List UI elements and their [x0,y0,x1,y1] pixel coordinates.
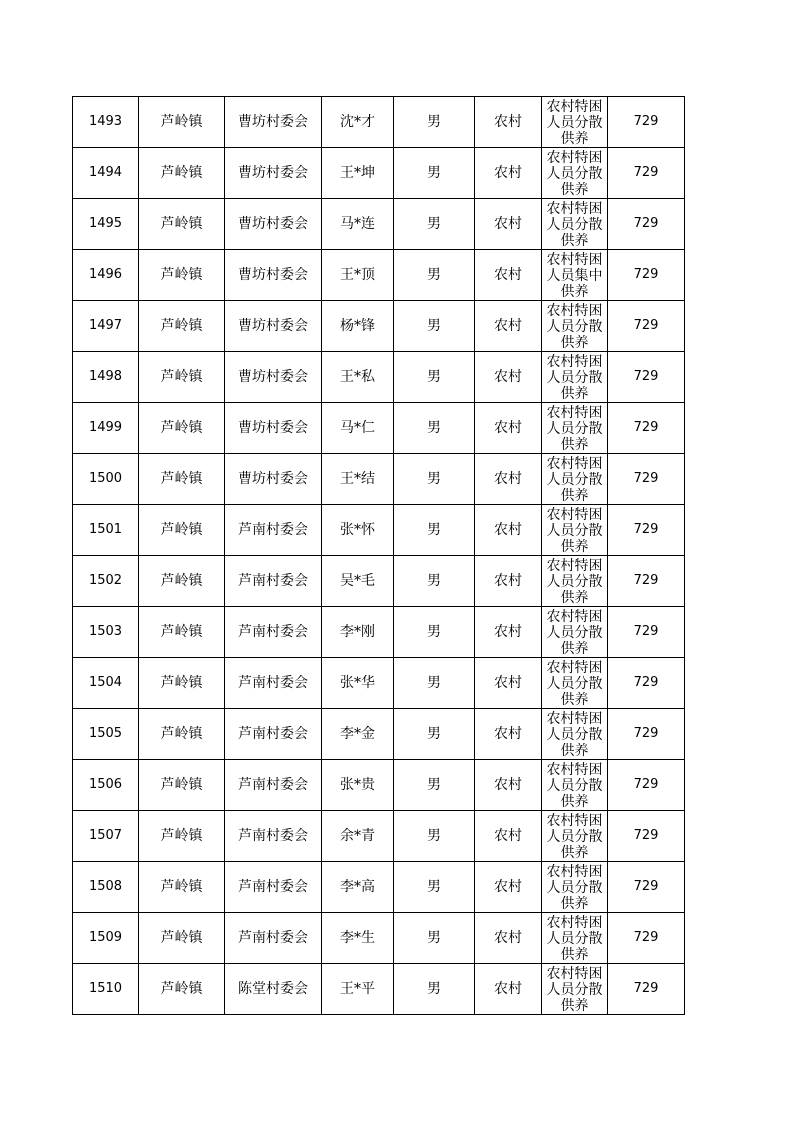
area-cell: 农村 [475,250,542,301]
row-number: 1504 [73,658,139,709]
town-cell: 芦岭镇 [139,913,225,964]
category-cell [542,352,608,403]
amount-cell: 729 [608,607,685,658]
category-cell [542,454,608,505]
town-cell: 芦岭镇 [139,454,225,505]
village-cell: 芦南村委会 [225,913,322,964]
category-cell [542,556,608,607]
table-row [73,505,685,556]
name-cell: 王*平 [322,964,394,1015]
gender-cell: 男 [394,607,475,658]
amount-cell: 729 [608,352,685,403]
amount-cell: 729 [608,658,685,709]
category-cell [542,811,608,862]
table-row [73,658,685,709]
category-cell [542,505,608,556]
area-cell: 农村 [475,505,542,556]
row-number: 1496 [73,250,139,301]
village-cell: 曹坊村委会 [225,301,322,352]
category-cell [542,607,608,658]
name-cell: 张*怀 [322,505,394,556]
row-number: 1503 [73,607,139,658]
table-body [73,97,685,1015]
amount-cell: 729 [608,97,685,148]
village-cell: 芦南村委会 [225,760,322,811]
category-cell [542,964,608,1015]
village-cell: 芦南村委会 [225,811,322,862]
area-cell: 农村 [475,658,542,709]
table-row [73,964,685,1015]
town-cell: 芦岭镇 [139,760,225,811]
category-text: 农村特困人员分散供养 [546,99,603,145]
row-number: 1498 [73,352,139,403]
amount-cell: 729 [608,862,685,913]
village-cell: 曹坊村委会 [225,97,322,148]
table-row [73,862,685,913]
category-text: 农村特困人员分散供养 [546,609,603,655]
table-row [73,250,685,301]
category-text: 农村特困人员集中供养 [546,252,603,298]
amount-cell: 729 [608,964,685,1015]
town-cell: 芦岭镇 [139,301,225,352]
category-text: 农村特困人员分散供养 [546,456,603,502]
gender-cell: 男 [394,148,475,199]
category-text: 农村特困人员分散供养 [546,966,603,1012]
row-number: 1505 [73,709,139,760]
row-number: 1510 [73,964,139,1015]
village-cell: 芦南村委会 [225,658,322,709]
gender-cell: 男 [394,97,475,148]
name-cell: 沈*才 [322,97,394,148]
category-text: 农村特困人员分散供养 [546,558,603,604]
village-cell: 曹坊村委会 [225,352,322,403]
amount-cell: 729 [608,760,685,811]
gender-cell: 男 [394,250,475,301]
category-text: 农村特困人员分散供养 [546,354,603,400]
amount-cell: 729 [608,556,685,607]
name-cell: 余*青 [322,811,394,862]
table-row [73,454,685,505]
name-cell: 王*私 [322,352,394,403]
row-number: 1506 [73,760,139,811]
table-row [73,403,685,454]
area-cell: 农村 [475,964,542,1015]
row-number: 1495 [73,199,139,250]
category-cell [542,658,608,709]
village-cell: 芦南村委会 [225,862,322,913]
town-cell: 芦岭镇 [139,658,225,709]
gender-cell: 男 [394,862,475,913]
table-row [73,199,685,250]
area-cell: 农村 [475,811,542,862]
category-text: 农村特困人员分散供养 [546,762,603,808]
name-cell: 李*高 [322,862,394,913]
category-cell [542,913,608,964]
area-cell: 农村 [475,607,542,658]
category-cell [542,301,608,352]
amount-cell: 729 [608,505,685,556]
row-number: 1508 [73,862,139,913]
table-row [73,811,685,862]
town-cell: 芦岭镇 [139,352,225,403]
area-cell: 农村 [475,148,542,199]
area-cell: 农村 [475,454,542,505]
area-cell: 农村 [475,913,542,964]
gender-cell: 男 [394,199,475,250]
gender-cell: 男 [394,760,475,811]
row-number: 1507 [73,811,139,862]
gender-cell: 男 [394,505,475,556]
category-cell [542,709,608,760]
row-number: 1493 [73,97,139,148]
category-text: 农村特困人员分散供养 [546,915,603,961]
row-number: 1509 [73,913,139,964]
name-cell: 王*结 [322,454,394,505]
table-row [73,760,685,811]
town-cell: 芦岭镇 [139,862,225,913]
gender-cell: 男 [394,301,475,352]
area-cell: 农村 [475,709,542,760]
town-cell: 芦岭镇 [139,199,225,250]
beneficiary-table-container [72,96,685,1015]
amount-cell: 729 [608,811,685,862]
amount-cell: 729 [608,199,685,250]
town-cell: 芦岭镇 [139,148,225,199]
town-cell: 芦岭镇 [139,811,225,862]
gender-cell: 男 [394,709,475,760]
town-cell: 芦岭镇 [139,97,225,148]
name-cell: 李*刚 [322,607,394,658]
name-cell: 张*华 [322,658,394,709]
amount-cell: 729 [608,148,685,199]
village-cell: 曹坊村委会 [225,250,322,301]
town-cell: 芦岭镇 [139,403,225,454]
table-row [73,301,685,352]
name-cell: 李*生 [322,913,394,964]
village-cell: 陈堂村委会 [225,964,322,1015]
table-row [73,607,685,658]
village-cell: 芦南村委会 [225,709,322,760]
category-cell [542,862,608,913]
name-cell: 王*坤 [322,148,394,199]
category-text: 农村特困人员分散供养 [546,660,603,706]
village-cell: 曹坊村委会 [225,403,322,454]
town-cell: 芦岭镇 [139,505,225,556]
category-cell [542,97,608,148]
category-text: 农村特困人员分散供养 [546,813,603,859]
town-cell: 芦岭镇 [139,709,225,760]
category-text: 农村特困人员分散供养 [546,150,603,196]
amount-cell: 729 [608,709,685,760]
category-text: 农村特困人员分散供养 [546,303,603,349]
area-cell: 农村 [475,760,542,811]
row-number: 1500 [73,454,139,505]
village-cell: 曹坊村委会 [225,199,322,250]
gender-cell: 男 [394,352,475,403]
row-number: 1499 [73,403,139,454]
category-cell [542,250,608,301]
town-cell: 芦岭镇 [139,964,225,1015]
category-text: 农村特困人员分散供养 [546,864,603,910]
name-cell: 张*贵 [322,760,394,811]
name-cell: 李*金 [322,709,394,760]
area-cell: 农村 [475,199,542,250]
gender-cell: 男 [394,556,475,607]
gender-cell: 男 [394,811,475,862]
town-cell: 芦岭镇 [139,556,225,607]
area-cell: 农村 [475,301,542,352]
table-row [73,352,685,403]
gender-cell: 男 [394,403,475,454]
gender-cell: 男 [394,964,475,1015]
category-cell [542,760,608,811]
gender-cell: 男 [394,454,475,505]
row-number: 1497 [73,301,139,352]
area-cell: 农村 [475,403,542,454]
area-cell: 农村 [475,97,542,148]
category-text: 农村特困人员分散供养 [546,507,603,553]
area-cell: 农村 [475,352,542,403]
village-cell: 芦南村委会 [225,556,322,607]
category-cell [542,403,608,454]
name-cell: 杨*锋 [322,301,394,352]
category-cell [542,199,608,250]
village-cell: 曹坊村委会 [225,148,322,199]
amount-cell: 729 [608,913,685,964]
area-cell: 农村 [475,556,542,607]
table-row [73,913,685,964]
row-number: 1494 [73,148,139,199]
table-row [73,97,685,148]
area-cell: 农村 [475,862,542,913]
name-cell: 王*顶 [322,250,394,301]
table-row [73,556,685,607]
category-text: 农村特困人员分散供养 [546,201,603,247]
village-cell: 芦南村委会 [225,505,322,556]
name-cell: 马*连 [322,199,394,250]
town-cell: 芦岭镇 [139,607,225,658]
amount-cell: 729 [608,403,685,454]
gender-cell: 男 [394,913,475,964]
town-cell: 芦岭镇 [139,250,225,301]
category-cell [542,148,608,199]
category-text: 农村特困人员分散供养 [546,405,603,451]
row-number: 1501 [73,505,139,556]
beneficiary-table [72,96,685,1015]
table-row [73,148,685,199]
name-cell: 吴*毛 [322,556,394,607]
village-cell: 曹坊村委会 [225,454,322,505]
gender-cell: 男 [394,658,475,709]
amount-cell: 729 [608,454,685,505]
amount-cell: 729 [608,301,685,352]
name-cell: 马*仁 [322,403,394,454]
row-number: 1502 [73,556,139,607]
village-cell: 芦南村委会 [225,607,322,658]
table-row [73,709,685,760]
amount-cell: 729 [608,250,685,301]
category-text: 农村特困人员分散供养 [546,711,603,757]
